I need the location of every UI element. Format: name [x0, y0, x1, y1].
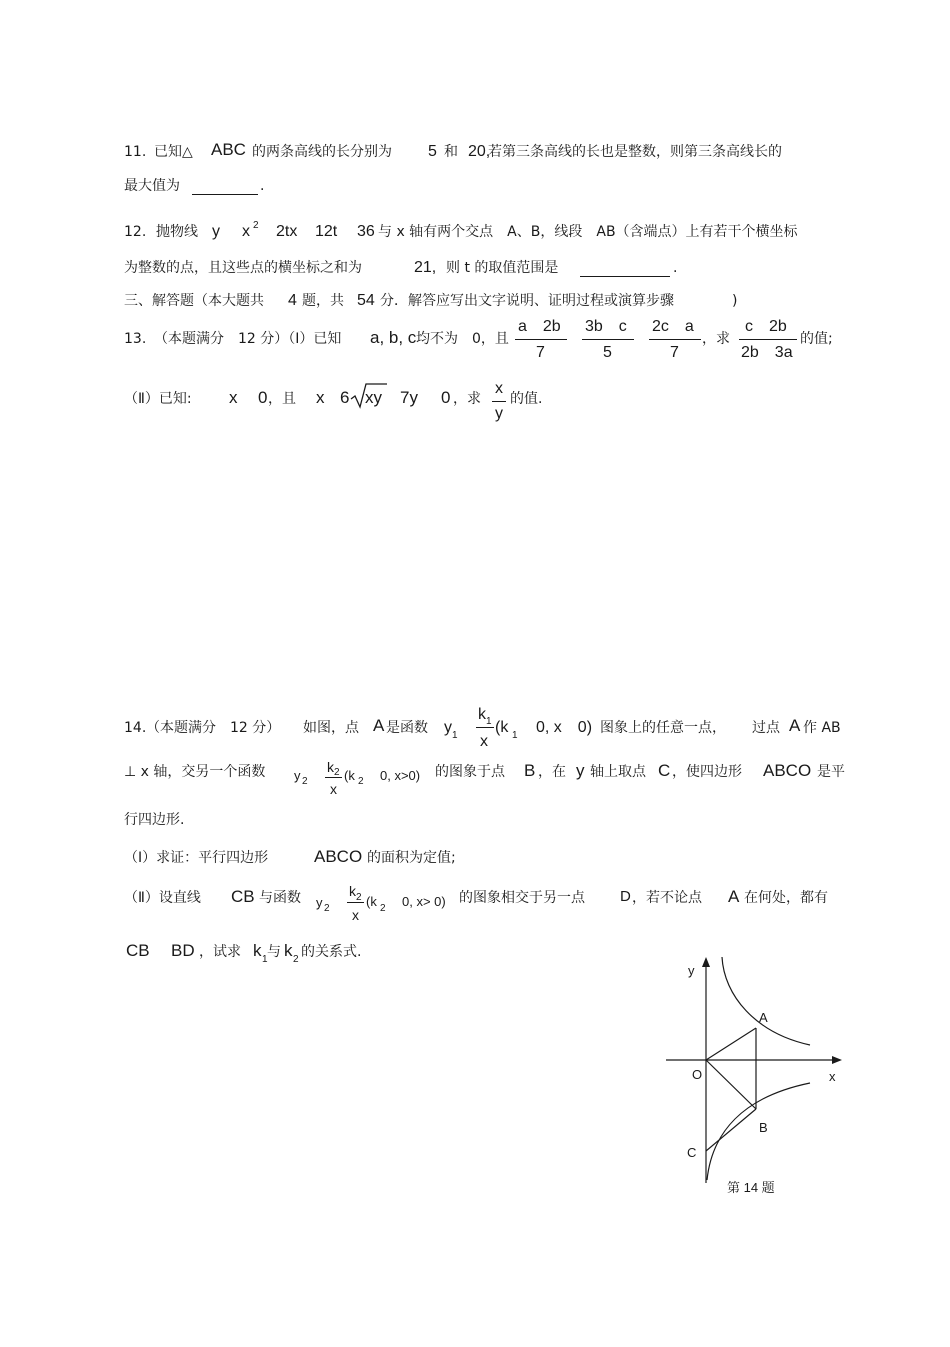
- q11-end: .: [260, 178, 265, 194]
- q14-l5-yu: 与: [267, 944, 281, 960]
- q13-frac1-bar: [515, 339, 567, 340]
- q14-figure: [660, 955, 850, 1205]
- q14-score: （本题满分 12 分）: [146, 720, 281, 736]
- q12-var-y: y: [212, 223, 220, 240]
- q12-exponent: 2: [253, 220, 259, 231]
- q14-part2-c: 的图象相交于另一点: [459, 890, 585, 906]
- q14-part2-y: y: [316, 895, 323, 910]
- q12-answer-blank: [580, 276, 670, 277]
- q14-point-B: B: [524, 761, 536, 780]
- q14-k2-numerator-sub: 2: [334, 767, 340, 778]
- q13-frac2-bar: [582, 339, 634, 340]
- q14-y2: y: [294, 768, 301, 783]
- q14-y-axis-var: y: [576, 761, 585, 780]
- q12-line2b: 则 t 的取值范围是: [446, 260, 559, 276]
- q14-l1c: 图象上的任意一点，: [600, 720, 726, 736]
- q14-l2c: ，在: [538, 764, 566, 780]
- figure-label-y: y: [688, 963, 695, 978]
- q14-k1-numerator: k: [478, 706, 486, 723]
- q11-value-5: 5: [428, 143, 437, 160]
- q14-part1-c: 的面积为定值;: [367, 850, 456, 866]
- q14-part1-abco: ABCO: [314, 847, 363, 866]
- q14-y1: y: [444, 719, 452, 736]
- q12-text-pre: 抛物线: [156, 224, 198, 240]
- q13-six: 6: [340, 388, 350, 407]
- q14-l5b: 的关系式.: [301, 944, 362, 960]
- section3-count: 4: [288, 292, 297, 309]
- q13-condition: 均不为 0，且: [416, 331, 509, 347]
- q12-text-rest: 与 x 轴有两个交点 A、B，线段 AB（含端点）上有若干个横坐标: [378, 224, 798, 240]
- segment-OB: [706, 1060, 756, 1109]
- section3-score: 54: [357, 292, 375, 309]
- q13-and: ，且: [268, 391, 296, 407]
- q14-l2f: 是平: [817, 764, 845, 780]
- segment-CB: [706, 1109, 756, 1151]
- q14-l2b: 的图象于点: [435, 764, 505, 780]
- q14-k1-bar: [476, 727, 494, 728]
- q14-part2-k-denominator: x: [352, 907, 359, 923]
- q11-number: 11.: [124, 144, 147, 160]
- q12-end: .: [673, 260, 678, 276]
- q14-l2e: ，使四边形: [672, 764, 742, 780]
- x-axis-arrow-icon: [832, 1056, 842, 1064]
- q13-radicand-xy: xy: [365, 388, 382, 407]
- q14-k2-denominator: x: [330, 781, 337, 797]
- q14-k2-cond-sub: 2: [358, 776, 364, 787]
- q13-frac2-numerator: 3b c: [585, 318, 627, 335]
- q12-line2a: 为整数的点，且这些点的横坐标之和为: [124, 260, 362, 276]
- q14-l5-bd: BD: [171, 941, 195, 960]
- q14-k1-cond: (k: [495, 719, 509, 736]
- q14-part2-cb: CB: [231, 887, 255, 906]
- q14-l5a: ，试求: [199, 944, 241, 960]
- q14-k2-numerator: k: [327, 759, 334, 775]
- q13-tail2: 的值.: [510, 391, 543, 407]
- q12-term-2tx: 2tx: [276, 223, 298, 240]
- q14-l2d: 轴上取点: [590, 764, 646, 780]
- q14-l1e: 作 AB: [803, 720, 841, 736]
- q14-y2-sub: 2: [302, 776, 308, 787]
- q11-text-rest: 若第三条高线的长也是整数，则第三条高线长的: [488, 144, 782, 160]
- q13-part2-label: （Ⅱ）已知:: [124, 391, 192, 407]
- q14-l5-cb: CB: [126, 941, 150, 960]
- figure-label-O: O: [692, 1067, 703, 1082]
- q14-part2-k-numerator-sub: 2: [356, 892, 362, 903]
- q13-frac3-numerator: 2c a: [652, 318, 694, 335]
- q11-value-20: 20,: [468, 143, 491, 160]
- q14-part2-cond: (k: [366, 894, 377, 909]
- q13-frac4-numerator: c 2b: [745, 318, 787, 335]
- q14-part1-a: （Ⅰ）求证：平行四边形: [124, 850, 269, 866]
- q14-part2-d: ，若不论点: [632, 890, 702, 906]
- q14-part2-A: A: [728, 887, 740, 906]
- q11-line2: 最大值为: [124, 178, 180, 194]
- q13-tail: 的值;: [800, 331, 833, 347]
- q14-l5-k2: k: [284, 941, 293, 960]
- q14-quad-abco: ABCO: [763, 761, 812, 780]
- q14-part2-e: 在何处，都有: [744, 890, 828, 906]
- q14-l5-k1-sub: 1: [262, 954, 268, 965]
- q13-term-7y: 7y: [400, 388, 418, 407]
- q11-triangle-abc: ABC: [211, 140, 246, 159]
- q11-text-pre: 已知△: [154, 144, 193, 160]
- figure-label-x: x: [829, 1069, 836, 1084]
- q11-text-and: 和: [444, 144, 458, 160]
- q14-l3: 行四边形.: [124, 812, 185, 828]
- q11-answer-blank: [192, 194, 258, 195]
- q13-frac2-denominator: 5: [603, 344, 612, 361]
- q14-part2-D: D: [620, 888, 631, 905]
- q13-var-x2: x: [316, 388, 325, 407]
- figure-label-C: C: [687, 1145, 697, 1160]
- curve-y1-branch: [722, 957, 810, 1045]
- q13-frac4-bar: [739, 339, 797, 340]
- q13-score: （本题满分 12 分）（Ⅰ）已知: [154, 331, 342, 347]
- figure-label-A: A: [759, 1010, 768, 1025]
- q14-point-A: A: [373, 716, 385, 735]
- q13-fracxy-denominator: y: [495, 405, 503, 422]
- q12-number: 12.: [124, 224, 147, 240]
- q13-zero: 0: [258, 388, 268, 407]
- q14-part2-k-numerator: k: [349, 883, 356, 899]
- q13-fracxy-bar: [492, 401, 506, 402]
- q14-l1b: 是函数: [386, 720, 428, 736]
- q14-k1-cond-sub: 1: [512, 730, 518, 741]
- q13-number: 13.: [124, 331, 147, 347]
- q13-ask: ，求: [702, 331, 730, 347]
- q14-part2-y-sub: 2: [324, 903, 330, 914]
- q13-var-x: x: [229, 388, 238, 407]
- q14-k1-numerator-sub: 1: [486, 716, 492, 727]
- figure-label-B: B: [759, 1120, 768, 1135]
- q12-term-12t: 12t: [315, 223, 338, 240]
- section3-c: 分．解答应写出文字说明、证明过程或演算步骤: [380, 293, 674, 309]
- q14-k2-cond-tail: 0, x>0): [380, 768, 421, 783]
- q14-part2-cond-tail: 0, x> 0): [402, 894, 446, 909]
- q14-k1-cond-tail: 0, x 0): [536, 719, 593, 736]
- q14-part2-k-bar: [347, 902, 364, 903]
- q13-frac3-denominator: 7: [670, 344, 679, 361]
- q14-l2a: ⊥ x 轴，交另一个函数: [124, 764, 266, 780]
- figure-caption: 第 14 题: [727, 1180, 775, 1195]
- q13-ask2: ，求: [453, 391, 481, 407]
- q14-part2-b: 与函数: [259, 890, 301, 906]
- q14-point-A2: A: [789, 716, 801, 735]
- y-axis-arrow-icon: [702, 957, 710, 967]
- q13-frac1-numerator: a 2b: [518, 318, 561, 335]
- q12-var-x: x: [242, 223, 250, 240]
- q13-vars-abc: a, b, c: [370, 328, 417, 347]
- q12-value-21: 21,: [414, 259, 437, 276]
- q11-text-mid: 的两条高线的长分别为: [252, 144, 392, 160]
- q14-k2-bar: [325, 777, 342, 778]
- q14-k2-cond: (k: [344, 768, 355, 783]
- q13-frac3-bar: [649, 339, 701, 340]
- q14-part2-a: （Ⅱ）设直线: [124, 890, 201, 906]
- q14-l1a: 如图，点: [303, 720, 359, 736]
- q14-y1-sub: 1: [452, 730, 458, 741]
- section3-d: ): [732, 293, 738, 309]
- q14-l1d: 过点: [752, 720, 780, 736]
- section3-b: 题，共: [302, 293, 344, 309]
- q14-l5-k1: k: [253, 941, 262, 960]
- q13-frac1-denominator: 7: [536, 344, 545, 361]
- q14-k1-denominator: x: [480, 733, 488, 750]
- q13-frac4-denominator: 2b 3a: [741, 344, 793, 361]
- q14-part2-cond-sub: 2: [380, 903, 386, 914]
- q14-l5-k2-sub: 2: [293, 954, 299, 965]
- q13-zero2: 0: [441, 388, 451, 407]
- q12-term-36: 36: [357, 223, 375, 240]
- q14-number: 14.: [124, 720, 147, 736]
- q13-fracxy-numerator: x: [495, 380, 503, 397]
- section3-a: 三、解答题（本大题共: [124, 293, 264, 309]
- segment-OA: [706, 1028, 756, 1060]
- q14-point-C: C: [658, 761, 671, 780]
